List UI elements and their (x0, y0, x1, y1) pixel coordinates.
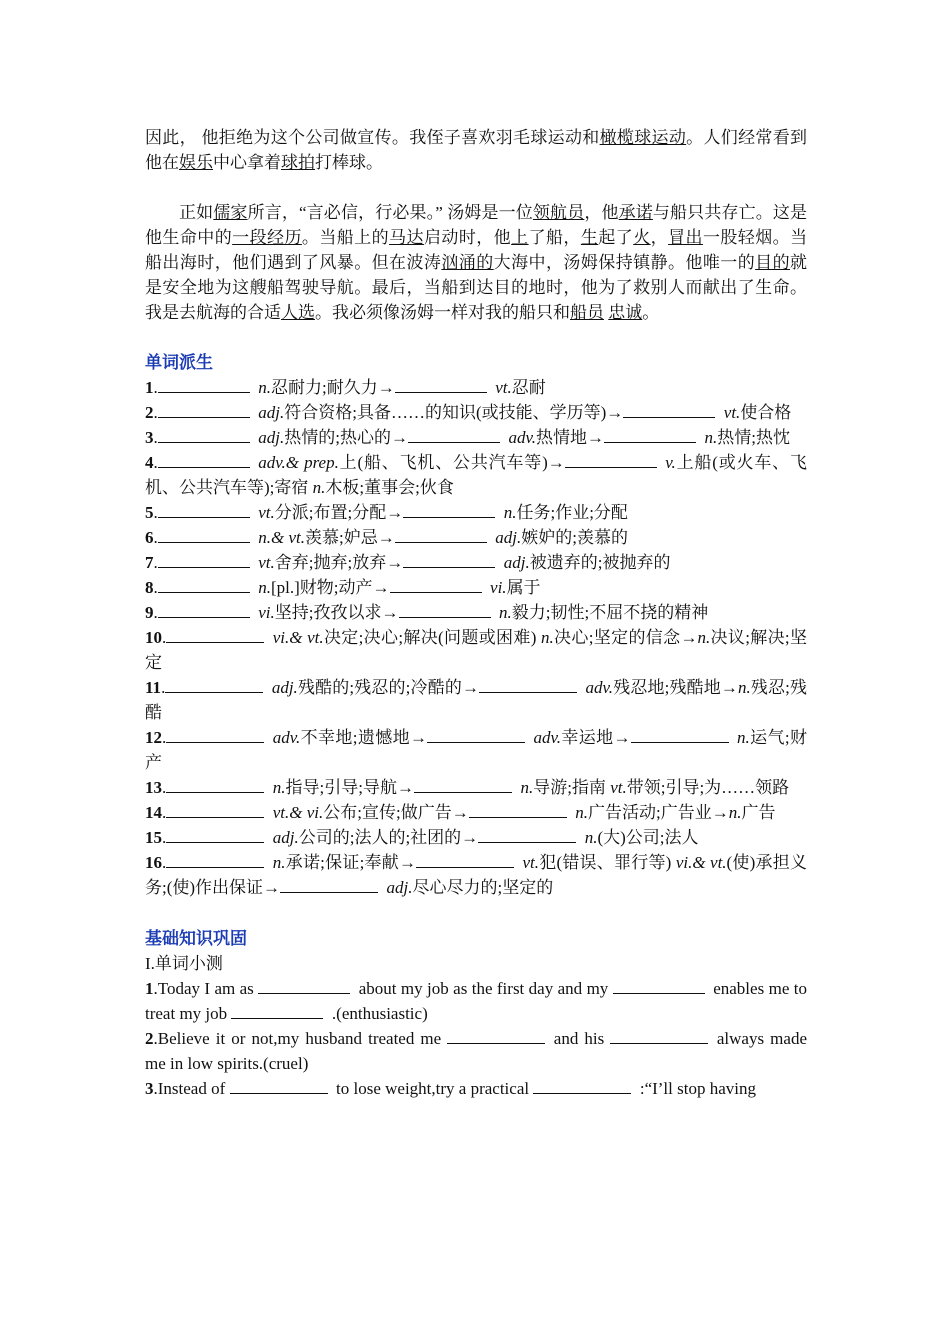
part-of-speech: vt.& vi. (272, 803, 324, 822)
text-run: 中心拿着 (213, 153, 281, 172)
text-run: 热情的;热心的→ (284, 428, 408, 447)
underlined-term: 生 (580, 228, 599, 247)
subsection-title-quiz: I.单词小测 (145, 954, 223, 973)
text-run: 所言，“言必信，行必果。” 汤姆是一位 (247, 203, 533, 222)
part-of-speech: adj. (503, 553, 530, 572)
answer-blank[interactable] (166, 825, 264, 843)
text-run: 因此， 他拒绝为这个公司做宣传。我侄子喜欢羽毛球运动和 (145, 128, 600, 147)
part-of-speech: adj. (258, 403, 285, 422)
text-run: 公布;宣传;做广告→ (323, 803, 469, 822)
derivation-item: 16. n.承诺;保证;奉献→ vt.犯(错误、罪行等) vi.& vt.(使)承担义务;(使)作出保证→ adj.尽心尽力的;坚定的 (145, 850, 807, 900)
item-number: 15 (145, 828, 162, 847)
text-run: 决定;决心;解决(问题或困难) (323, 628, 541, 647)
answer-blank[interactable] (427, 725, 525, 743)
underlined-term: 人选 (281, 303, 315, 322)
derivation-item: 5. vt.分派;布置;分配→ n.任务;作业;分配 (145, 500, 807, 525)
passage-paragraph-2 (145, 200, 807, 325)
underlined-term: 承诺 (618, 203, 653, 222)
text-run: 公司的;法人的;社团的→ (298, 828, 479, 847)
text-run: 承诺;保证;奉献→ (285, 853, 416, 872)
text-run: 上(船、飞机、公共汽车等)→ (338, 453, 565, 472)
text-run: 舍弃;抛弃;放弃→ (274, 553, 404, 572)
item-number: 9 (145, 603, 154, 622)
text-run: 。人们经常看到他在 (145, 128, 808, 172)
part-of-speech: adv. (508, 428, 537, 447)
part-of-speech: n. (258, 578, 271, 597)
underlined-term: 橄榄球运动 (599, 128, 687, 147)
part-of-speech: vt. (258, 553, 275, 572)
part-of-speech: n. (575, 803, 588, 822)
text-run: 不幸地;遗憾地→ (300, 728, 427, 747)
part-of-speech: vi.& vt. (272, 628, 324, 647)
answer-blank[interactable] (166, 775, 264, 793)
answer-blank[interactable] (158, 575, 250, 593)
part-of-speech: n. (272, 853, 286, 872)
text-run: 被遗弃的;被抛弃的 (529, 553, 671, 572)
text-run: 与船只共存亡。这是他生命中的 (145, 203, 808, 247)
quiz-list (145, 976, 807, 1101)
text-run: 残忍地;残酷地→ (613, 678, 738, 697)
text-run: 分派;布置;分配→ (274, 503, 404, 522)
part-of-speech: adv. (272, 728, 301, 747)
answer-blank[interactable] (403, 500, 495, 518)
answer-blank[interactable] (395, 525, 487, 543)
text-run: 热情地→ (536, 428, 605, 447)
text-run: (大)公司;法人 (597, 828, 699, 847)
text-run: 决心;坚定的信念→ (553, 628, 698, 647)
answer-blank[interactable] (280, 875, 378, 893)
part-of-speech: n. (312, 478, 326, 497)
text-run: 导游;指南 (533, 778, 611, 797)
part-of-speech: adv.& prep. (258, 453, 339, 472)
answer-blank[interactable] (158, 425, 250, 443)
derivation-item: 9. vi.坚持;孜孜以求→ n.毅力;韧性;不屈不挠的精神 (145, 600, 807, 625)
answer-blank[interactable] (623, 400, 715, 418)
text-run: Today I am as (157, 979, 259, 998)
text-run: 残酷的;残忍的;冷酷的→ (297, 678, 479, 697)
item-number: 6 (145, 528, 154, 547)
answer-blank[interactable] (258, 976, 350, 994)
answer-blank[interactable] (166, 800, 264, 818)
text-run: .(enthusiastic) (331, 1004, 428, 1023)
answer-blank[interactable] (158, 450, 250, 468)
answer-blank[interactable] (231, 1001, 323, 1019)
part-of-speech: adj. (271, 678, 298, 697)
section-title-derivation: 单词派生 (145, 353, 213, 372)
item-number: 4 (145, 453, 154, 472)
item-number: 3 (145, 428, 154, 447)
text-run: 热情;热忱 (717, 428, 790, 447)
answer-blank[interactable] (390, 575, 482, 593)
item-number: 8 (145, 578, 154, 597)
passage-paragraph-1 (145, 125, 807, 175)
underlined-term: 忠诚 (608, 303, 643, 322)
derivation-item: 8. n.[pl.]财物;动产→ vi.属于 (145, 575, 807, 600)
underlined-term: 火 (633, 228, 651, 247)
part-of-speech: vi.& vt. (675, 853, 727, 872)
answer-blank[interactable] (395, 375, 487, 393)
text-run: 打棒球。 (315, 153, 383, 172)
underlined-term: 儒家 (213, 203, 248, 222)
derivation-item: 6. n.& vt.羡慕;妒忌→ adj.嫉妒的;羡慕的 (145, 525, 807, 550)
text-run: [pl.]财物;动产→ (271, 578, 390, 597)
item-number: 16 (145, 853, 162, 872)
part-of-speech: n. (272, 778, 286, 797)
quiz-item: 1.Today I am as about my job as the first day and my enables me to treat my job .(enthusiastic) (145, 976, 807, 1026)
item-number: 5 (145, 503, 154, 522)
item-number: 12 (145, 728, 162, 747)
part-of-speech: n. (697, 628, 711, 647)
part-of-speech: n. (737, 728, 750, 747)
text-run: 羡慕;妒忌→ (305, 528, 395, 547)
text-run: 。我必须像汤姆一样对我的船只和 (315, 303, 570, 322)
underlined-term: 冒出 (668, 228, 703, 247)
text-run: 嫉妒的;羡慕的 (521, 528, 628, 547)
text-run: 。当船上的 (301, 228, 390, 247)
quiz-item: 2.Believe it or not,my husband treated me and his always made me in low spirits.(cruel) (145, 1026, 807, 1076)
part-of-speech: n.& vt. (258, 528, 305, 547)
part-of-speech: n. (584, 828, 598, 847)
text-run: 尽心尽力的;坚定的 (412, 878, 554, 897)
answer-blank[interactable] (479, 675, 577, 693)
answer-blank[interactable] (403, 550, 495, 568)
answer-blank[interactable] (399, 600, 491, 618)
text-run: 了船， (528, 228, 581, 247)
answer-blank[interactable] (565, 450, 657, 468)
answer-blank[interactable] (158, 500, 250, 518)
part-of-speech: vt. (522, 853, 539, 872)
underlined-term: 领航员 (532, 203, 585, 222)
derivation-item: 4. adv.& prep.上(船、飞机、公共汽车等)→ v.上船(或火车、飞机、公共汽车等);寄宿 n.木板;董事会;伙食 (145, 450, 807, 500)
text-run: ， (650, 228, 669, 247)
underlined-term: 上 (511, 228, 529, 247)
answer-blank[interactable] (158, 550, 250, 568)
text-run: :“I’ll stop having (639, 1079, 756, 1098)
text-run: 广告活动;广告业→ (587, 803, 729, 822)
answer-blank[interactable] (533, 1076, 631, 1094)
part-of-speech: n. (258, 378, 271, 397)
item-number: 1 (145, 378, 154, 397)
answer-blank[interactable] (414, 775, 512, 793)
answer-blank[interactable] (613, 976, 705, 994)
answer-blank[interactable] (604, 425, 696, 443)
underlined-term: 马达 (389, 228, 424, 247)
answer-blank[interactable] (166, 725, 264, 743)
answer-blank[interactable] (478, 825, 576, 843)
underlined-term: 娱乐 (179, 153, 213, 172)
part-of-speech: n. (737, 678, 751, 697)
document-page (145, 125, 807, 1101)
answer-blank[interactable] (165, 675, 263, 693)
item-number: 13 (145, 778, 162, 797)
derivation-item: 13. n.指导;引导;导航→ n.导游;指南 vt.带领;引导;为……领路 (145, 775, 807, 800)
derivation-item: 7. vt.舍弃;抛弃;放弃→ adj.被遗弃的;被抛弃的 (145, 550, 807, 575)
part-of-speech: adj. (495, 528, 522, 547)
derivation-item: 11. adj.残酷的;残忍的;冷酷的→ adv.残忍地;残酷地→n.残忍;残酷 (145, 675, 807, 725)
text-run: 正如 (179, 203, 214, 222)
item-number: 11 (145, 678, 162, 697)
derivation-item: 10. vi.& vt.决定;决心;解决(问题或困难) n.决心;坚定的信念→n.决议;解决;坚定 (145, 625, 807, 675)
item-number: 2 (145, 403, 154, 422)
derivation-item: 3. adj.热情的;热心的→ adv.热情地→ n.热情;热忱 (145, 425, 807, 450)
text-run: 就是安全地为这艘船驾驶导航。最后，当船到达目的地时，他为了救别人而献出了生命。我是去航海的合适 (145, 253, 808, 322)
part-of-speech: n. (520, 778, 534, 797)
part-of-speech: v. (665, 453, 676, 472)
derivation-item: 12. adv.不幸地;遗憾地→ adv.幸运地→ n.运气;财产 (145, 725, 807, 775)
text-run: 指导;引导;导航→ (285, 778, 414, 797)
derivation-item: 2. adj.符合资格;具备……的知识(或技能、学历等)→ vt.使合格 (145, 400, 807, 425)
part-of-speech: adv. (533, 728, 562, 747)
text-run: 犯(错误、罪行等) (539, 853, 676, 872)
answer-blank[interactable] (158, 375, 250, 393)
answer-blank[interactable] (166, 850, 264, 868)
derivation-item: 1. n.忍耐力;耐久力→ vt.忍耐 (145, 375, 807, 400)
item-number: 7 (145, 553, 154, 572)
part-of-speech: n. (704, 428, 718, 447)
quiz-item: 3.Instead of to lose weight,try a practical :“I’ll stop having (145, 1076, 807, 1101)
item-number: 10 (145, 628, 162, 647)
answer-blank[interactable] (158, 600, 250, 618)
text-run: 忍耐 (511, 378, 546, 397)
text-run: 毅力;韧性;不屈不挠的精神 (511, 603, 709, 622)
part-of-speech: vi. (258, 603, 275, 622)
answer-blank[interactable] (230, 1076, 328, 1094)
text-run: (使)承担义务;(使)作出保证→ (145, 853, 807, 897)
part-of-speech: adj. (386, 878, 413, 897)
part-of-speech: n. (728, 803, 742, 822)
part-of-speech: n. (499, 603, 512, 622)
text-run: and his (553, 1029, 611, 1048)
item-number: 14 (145, 803, 162, 822)
text-run: 幸运地→ (561, 728, 631, 747)
answer-blank[interactable] (447, 1026, 545, 1044)
text-run: 决议;解决;坚定 (145, 628, 807, 672)
text-run: 符合资格;具备……的知识(或技能、学历等)→ (284, 403, 624, 422)
underlined-term: 球拍 (281, 153, 315, 172)
part-of-speech: adj. (272, 828, 299, 847)
part-of-speech: n. (540, 628, 554, 647)
text-run: 一股轻烟。当船出海时，他们遇到了风暴。但在波涛 (145, 228, 808, 272)
answer-blank[interactable] (158, 400, 250, 418)
text-run: 残忍;残酷 (145, 678, 807, 722)
part-of-speech: adv. (585, 678, 614, 697)
answer-blank[interactable] (408, 425, 500, 443)
text-run: 坚持;孜孜以求→ (274, 603, 399, 622)
derivation-item: 15. adj.公司的;法人的;社团的→ n.(大)公司;法人 (145, 825, 807, 850)
part-of-speech: vi. (490, 578, 507, 597)
part-of-speech: n. (503, 503, 517, 522)
text-run: 任务;作业;分配 (516, 503, 628, 522)
section-title-basics: 基础知识巩固 (145, 929, 247, 948)
answer-blank[interactable] (416, 850, 514, 868)
text-run: about my job as the first day and my (358, 979, 613, 998)
item-number: 3 (145, 1079, 154, 1098)
part-of-speech: vt. (495, 378, 512, 397)
text-run: 上船(或火车、飞机、公共汽车等);寄宿 (145, 453, 807, 497)
answer-blank[interactable] (166, 625, 264, 643)
text-run: 使合格 (740, 403, 792, 422)
item-number: 1 (145, 979, 154, 998)
text-run: 广告 (741, 803, 776, 822)
text-run: to lose weight,try a practical (336, 1079, 534, 1098)
text-run: 运气;财产 (145, 728, 807, 772)
part-of-speech: vt. (610, 778, 627, 797)
part-of-speech: vt. (723, 403, 741, 422)
text-run: 属于 (506, 578, 541, 597)
derivation-list (145, 375, 807, 900)
underlined-term: 目的 (755, 253, 791, 272)
item-number: 2 (145, 1029, 154, 1048)
text-run: always made me in low spirits.(cruel) (145, 1029, 807, 1073)
text-run: enables me to treat my job (145, 979, 807, 1023)
answer-blank[interactable] (158, 525, 250, 543)
text-run: Instead of (157, 1079, 230, 1098)
text-run: 。 (642, 303, 660, 322)
part-of-speech: adj. (258, 428, 285, 447)
text-run: Believe it or not,my husband treated me (157, 1029, 448, 1048)
answer-blank[interactable] (610, 1026, 708, 1044)
answer-blank[interactable] (631, 725, 729, 743)
text-run: 木板;董事会;伙食 (325, 478, 454, 497)
text-run: 起了 (598, 228, 634, 247)
text-run: 忍耐力;耐久力→ (271, 378, 395, 397)
text-run: ，他 (584, 203, 619, 222)
underlined-term: 一段经历 (232, 228, 302, 247)
text-run: 启动时，他 (423, 228, 512, 247)
underlined-term: 汹涌的 (441, 253, 494, 272)
derivation-item: 14. vt.& vi.公布;宣传;做广告→ n.广告活动;广告业→n.广告 (145, 800, 807, 825)
answer-blank[interactable] (469, 800, 567, 818)
text-run: 大海中，汤姆保持镇静。他唯一的 (493, 253, 756, 272)
text-run: 带领;引导;为……领路 (626, 778, 790, 797)
part-of-speech: vt. (258, 503, 275, 522)
underlined-term: 船员 (570, 303, 604, 322)
